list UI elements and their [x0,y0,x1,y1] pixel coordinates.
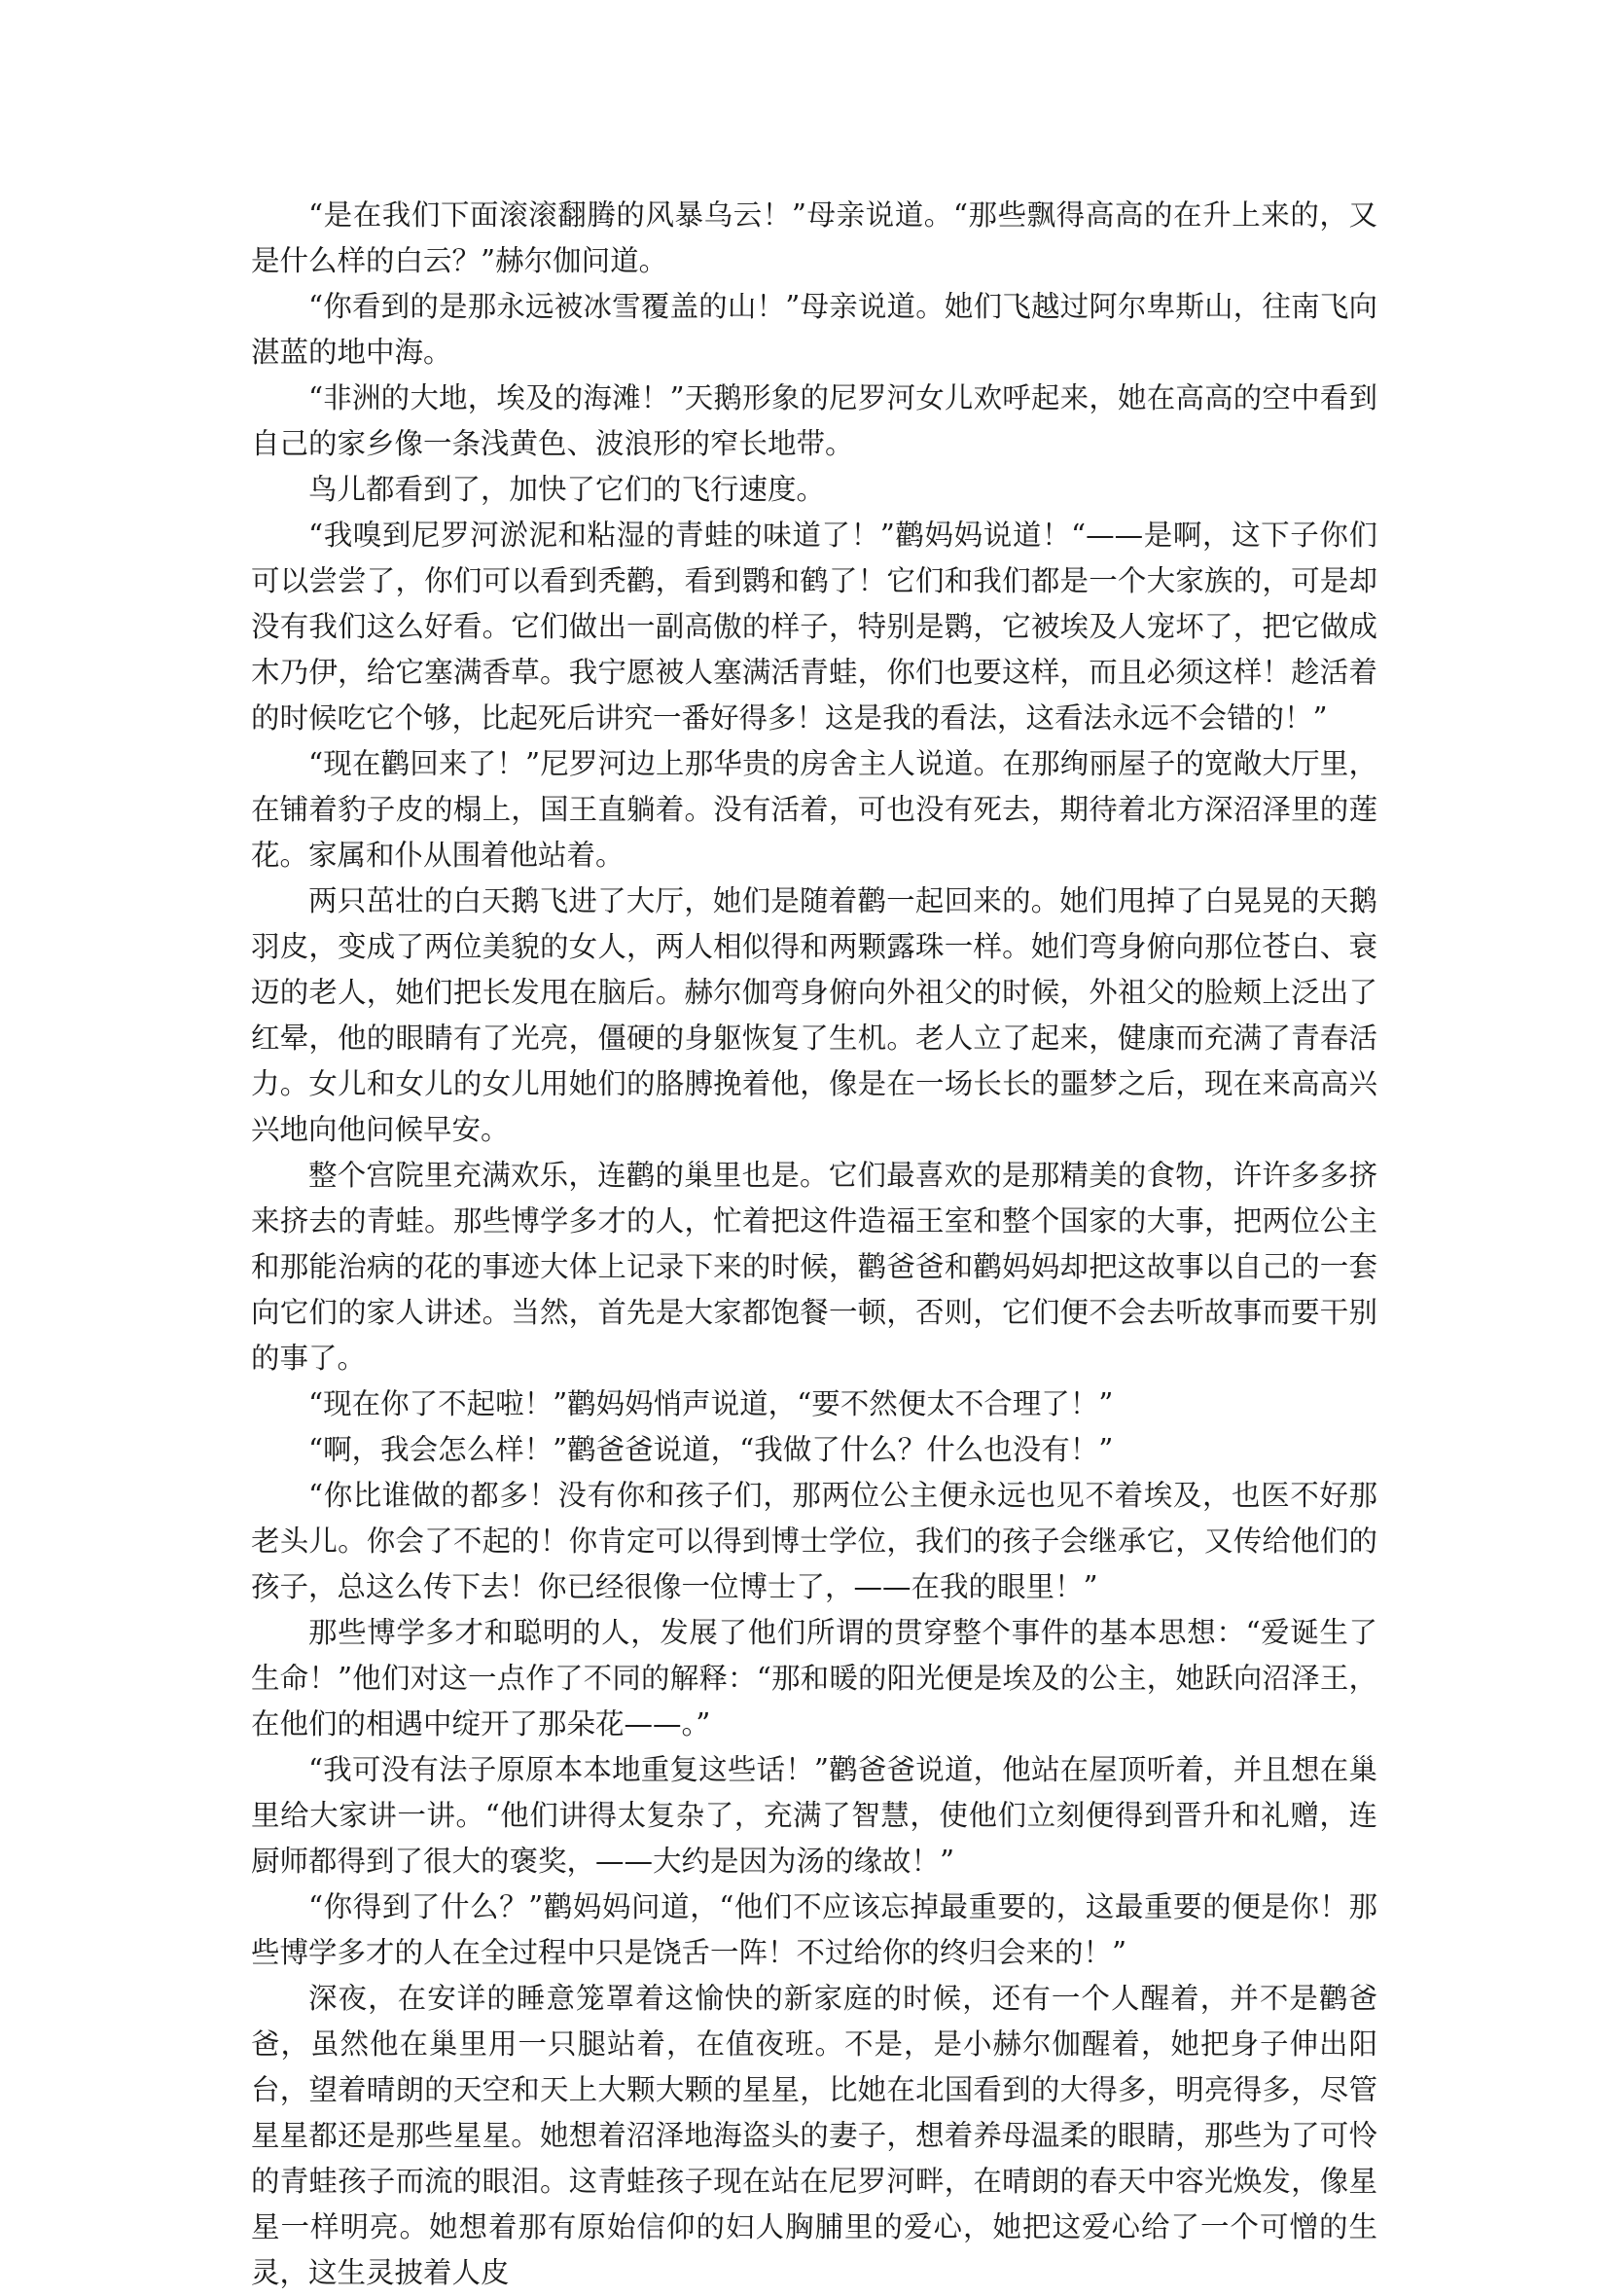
paragraph: “现在鹳回来了！”尼罗河边上那华贵的房舍主人说道。在那绚丽屋子的宽敞大厅里，在铺着豹子皮的榻上，国王直躺着。没有活着，可也没有死去，期待着北方深沼泽里的莲花。家属和仆从围着他站着。 [251,747,1377,872]
paragraph: “你得到了什么？”鹳妈妈问道，“他们不应该忘掉最重要的，这最重要的便是你！那些博学多才的人在全过程中只是饶舌一阵！不过给你的终归会来的！” [251,1890,1377,1969]
paragraph: 鸟儿都看到了，加快了它们的飞行速度。 [308,473,826,506]
paragraph: “你比谁做的都多！没有你和孩子们，那两位公主便永远也见不着埃及，也医不好那老头儿。你会了不起的！你肯定可以得到博士学位，我们的孩子会继承它，又传给他们的孩子，总这么传下去！你已经很像一位博士了，——在我的眼里！” [251,1479,1377,1603]
paragraph: 深夜，在安详的睡意笼罩着这愉快的新家庭的时候，还有一个人醒着，并不是鹳爸爸，虽然他在巢里用一只腿站着，在值夜班。不是，是小赫尔伽醒着，她把身子伸出阳台，望着晴朗的天空和天上大颗大颗的星星，比她在北国看到的大得多，明亮得多，尽管星星都还是那些星星。她想着沼泽地海盗头的妻子，想着养母温柔的眼睛，那些为了可怜的青蛙孩子而流的眼泪。这青蛙孩子现在站在尼罗河畔，在晴朗的春天中容光焕发，像星星一样明亮。她想着那有原始信仰的妇人胸脯里的爱心，她把这爱心给了一个可憎的生灵，这生灵披着人皮 [251,1982,1377,2289]
paragraph: 整个宫院里充满欢乐，连鹳的巢里也是。它们最喜欢的是那精美的食物，许许多多挤来挤去的青蛙。那些博学多才的人，忙着把这件造福王室和整个国家的大事，把两位公主和那能治病的花的事迹大体上记录下来的时候，鹳爸爸和鹳妈妈却把这故事以自己的一套向它们的家人讲述。当然，首先是大家都饱餐一顿，否则，它们便不会去听故事而要干别的事了。 [251,1159,1377,1375]
paragraph: “是在我们下面滚滚翻腾的风暴乌云！”母亲说道。“那些飘得高高的在升上来的，又是什么样的白云？”赫尔伽问道。 [251,198,1377,277]
document-body [251,193,1377,2296]
paragraph: “我嗅到尼罗河淤泥和粘湿的青蛙的味道了！”鹳妈妈说道！“——是啊，这下子你们可以尝尝了，你们可以看到秃鹳，看到鹮和鹤了！它们和我们都是一个大家族的，可是却没有我们这么好看。它们做出一副高傲的样子，特别是鹮，它被埃及人宠坏了，把它做成木乃伊，给它塞满香草。我宁愿被人塞满活青蛙，你们也要这样，而且必须这样！趁活着的时候吃它个够，比起死后讲究一番好得多！这是我的看法，这看法永远不会错的！” [251,519,1377,735]
paragraph: “我可没有法子原原本本地重复这些话！”鹳爸爸说道，他站在屋顶听着，并且想在巢里给大家讲一讲。“他们讲得太复杂了，充满了智慧，使他们立刻便得到晋升和礼赠，连厨师都得到了很大的褒奖，——大约是因为汤的缘故！” [251,1753,1377,1878]
paragraph: “非洲的大地，埃及的海滩！”天鹅形象的尼罗河女儿欢呼起来，她在高高的空中看到自己的家乡像一条浅黄色、波浪形的窄长地带。 [251,381,1377,460]
paragraph: 那些博学多才和聪明的人，发展了他们所谓的贯穿整个事件的基本思想：“爱诞生了生命！”他们对这一点作了不同的解释：“那和暖的阳光便是埃及的公主，她跃向沼泽王，在他们的相遇中绽开了那朵花——。” [251,1616,1377,1740]
paragraph: “现在你了不起啦！”鹳妈妈悄声说道，“要不然便太不合理了！” [308,1387,1114,1420]
paragraph: “啊，我会怎么样！”鹳爸爸说道，“我做了什么？什么也没有！” [308,1433,1114,1466]
paragraph: “你看到的是那永远被冰雪覆盖的山！”母亲说道。她们飞越过阿尔卑斯山，往南飞向湛蓝的地中海。 [251,290,1377,369]
paragraph: 两只茁壮的白天鹅飞进了大厅，她们是随着鹳一起回来的。她们甩掉了白晃晃的天鹅羽皮，变成了两位美貌的女人，两人相似得和两颗露珠一样。她们弯身俯向那位苍白、衰迈的老人，她们把长发甩在脑后。赫尔伽弯身俯向外祖父的时候，外祖父的脸颊上泛出了红晕，他的眼睛有了光亮，僵硬的身躯恢复了生机。老人立了起来，健康而充满了青春活力。女儿和女儿的女儿用她们的胳膊挽着他，像是在一场长长的噩梦之后，现在来高高兴兴地向他问候早安。 [251,884,1377,1146]
